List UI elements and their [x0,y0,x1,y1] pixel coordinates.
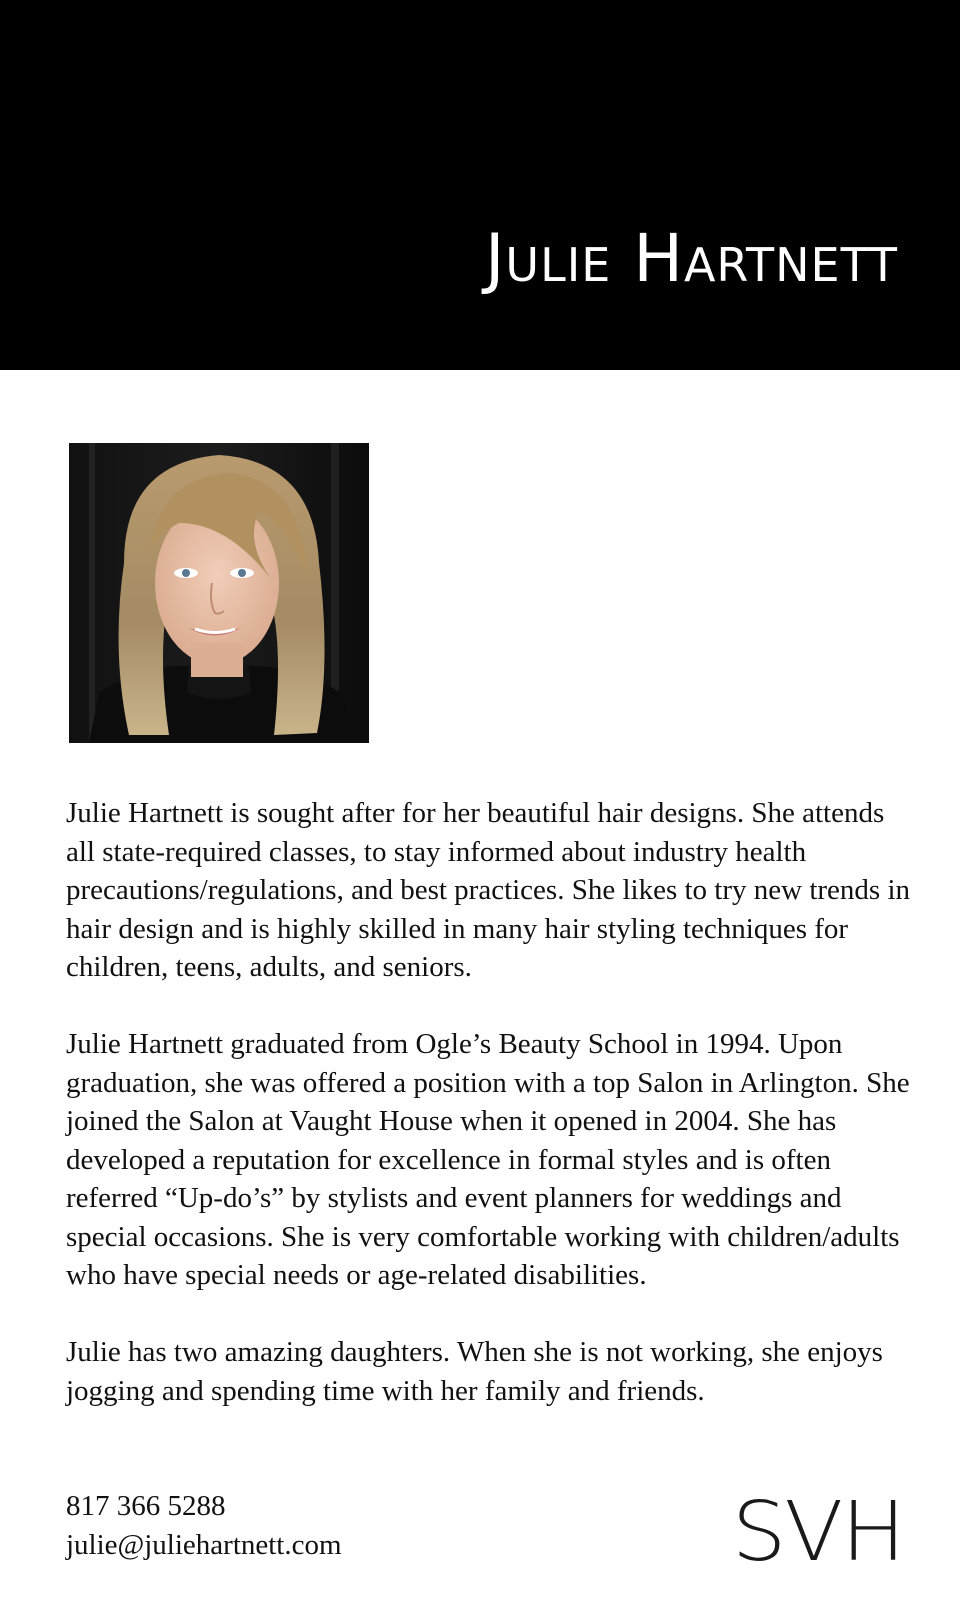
email-address: julie@juliehartnett.com [66,1528,342,1561]
portrait-photo [69,443,369,743]
phone-number: 817 366 5288 [66,1490,226,1522]
bio-text [66,794,916,1449]
bio-paragraph-3: Julie has two amazing daughters. When she is not working, she enjoys jogging and spending time with her family and friends. [66,1336,883,1407]
bio-paragraph-2: Julie Hartnett graduated from Ogle’s Beauty School in 1994. Upon graduation, she was offered a position with a top Salon in Arlington. She joined the Salon at Vaught House when it opened in 2004. She has developed a reputation for excellence in formal styles and is often referred “Up-do’s” by stylists and event planners for weddings and special occasions. She is very comfortable working with children/adults who have special needs or age-related disabilities. [66,1028,910,1291]
contact-info [66,1487,342,1564]
header-banner [0,0,960,370]
page-title: Julie Hartnett [484,220,898,297]
bio-paragraph-1: Julie Hartnett is sought after for her beautiful hair designs. She attends all state-required classes, to stay informed about industry health precautions/regulations, and best practices. She likes to try new trends in hair design and is highly skilled in many hair styling techniques for children, teens, adults, and seniors. [66,797,911,983]
portrait-image [69,443,369,743]
svh-logo: SVH [731,1485,904,1580]
